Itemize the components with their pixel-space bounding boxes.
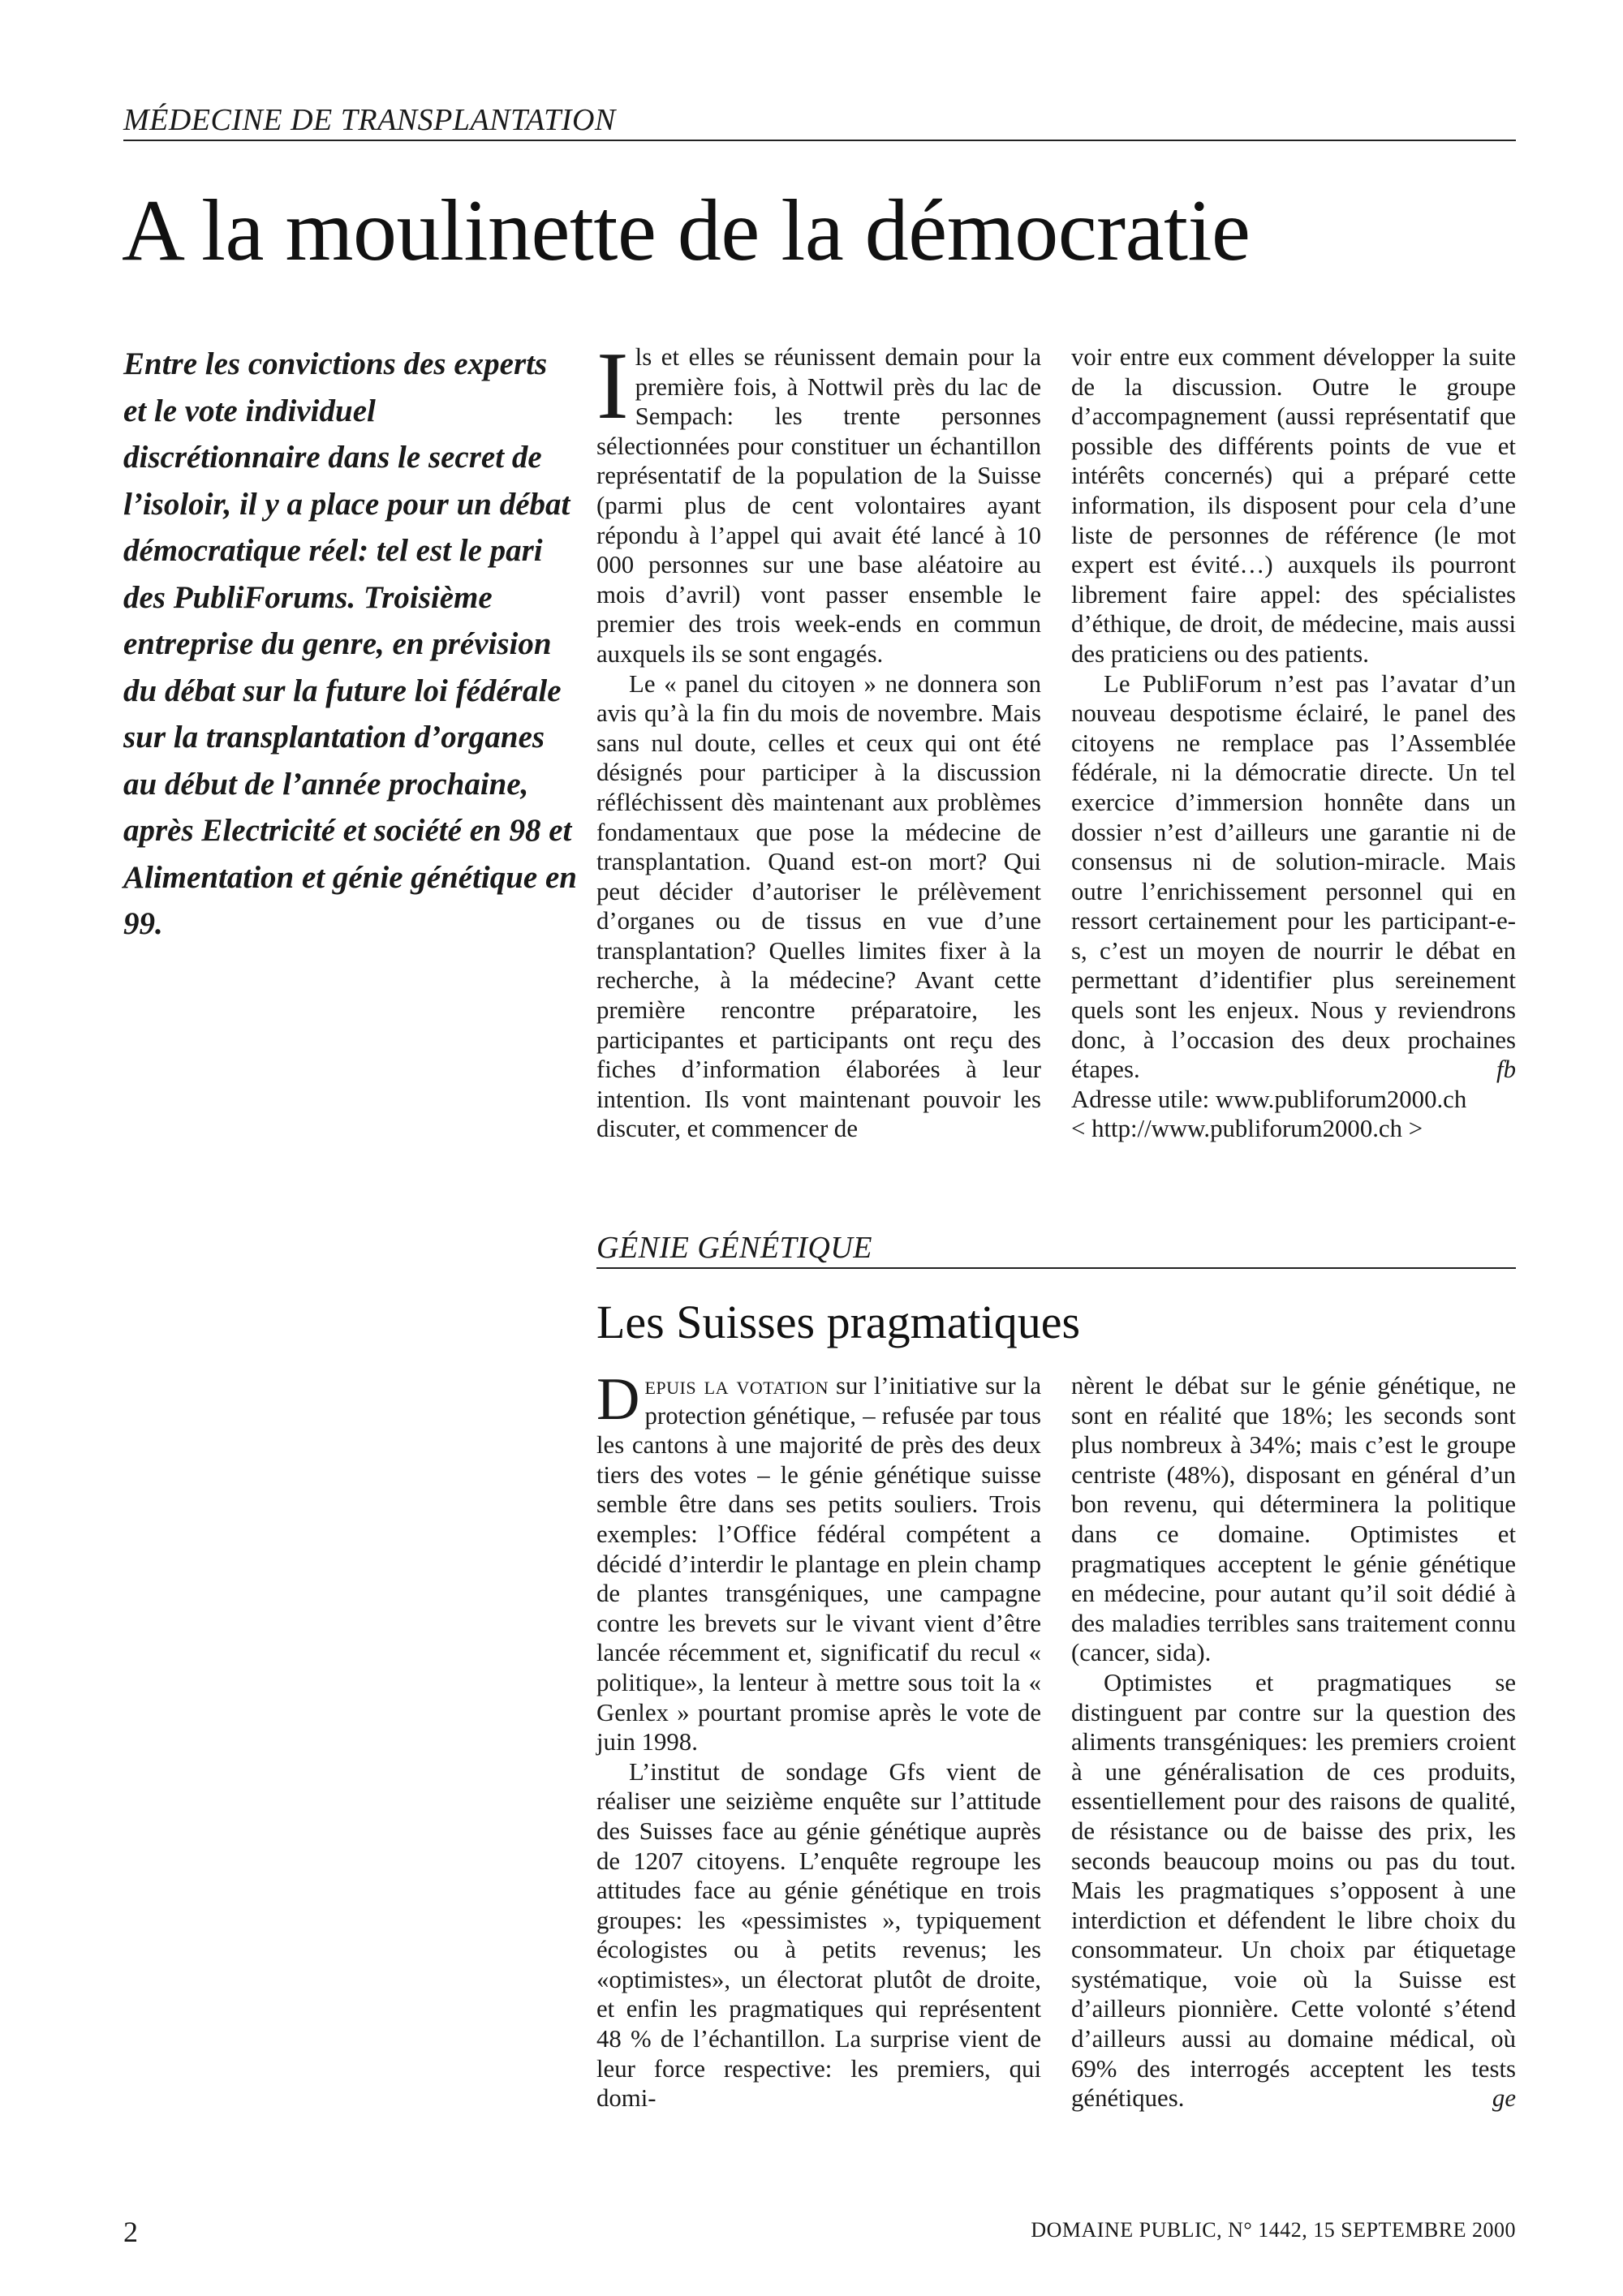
useful-address: Adresse utile: www.publiforum2000.ch < http://www.publiforum2000.ch > [1071,1085,1467,1143]
article2-paragraph-3: Optimistes et pragmatiques se distinguent par contre sur la question des aliments transgéniques: les premiers croient à une généralisation de ces produits, essentiellement pour des raisons de qualité, de résistance ou de baisse des prix, les seconds beaucoup moins ou pas du tout. Mais les pragmatiques s’opposent à une interdiction et défendent le libre choix du consommateur. Un choix par étiquetage systématique, voie où la Suisse est d’ailleurs pionnière. Cette volonté s’étend d’ailleurs aussi au domaine médical, où 69% des interrogés acceptent les tests génétiques. ge [1071,1668,1516,2113]
article2-headline: Les Suisses pragmatiques [596,1296,1081,1348]
article1-paragraph-2-continued: voir entre eux comment développer la suite de la discussion. Outre le groupe d’accompagnement (aussi représentatif que possible des différents points de vue et intérêts concernés) qui a préparé cette information, ils disposent pour cela d’une liste de personnes de référence (le mot expert est évité…) auxquels ils pourront librement faire appel: des spécialistes d’éthique, de droit, de médecine, mais aussi des praticiens ou des patients. [1071,343,1516,668]
article1-column-2 [1071,342,1516,1144]
article1-paragraph-2: Le « panel du citoyen » ne donnera son avis qu’à la fin du mois de novembre. Mais sans nul doute, celles et ceux qui ont été désignés pour participer à la discussion réfléchissent dès maintenant aux problèmes fondamentaux que pose la médecine de transplantation. Quand est-on mort? Qui peut décider d’autoriser le prélèvement d’organes ou de tissus en vue d’une transplantation? Quelles limites fixer à la recherche, à la médecine? Avant cette première rencontre préparatoire, les participantes et participants ont reçu des fiches d’information élaborées à leur intention. Ils vont maintenant pouvoir les discuter, et commencer de [596,669,1041,1143]
article2-column-2 [1071,1371,1516,2113]
author-signature: ge [1492,2084,1516,2113]
author-signature: fb [1496,1056,1516,1084]
drop-cap: D [596,1366,640,1433]
article1-column-1 [596,332,1041,1144]
article1-paragraph-1: Ils et elles se réunissent demain pour la première fois, à Nottwil près du lac de Sempach: les trente personnes sélectionnées pour constituer un échantillon représentatif de la population de la Suisse (parmi plus de cent volontaires ayant répondu à l’appel qui avait été lancé à 10 000 personnes sur une base aléatoire au mois d’avril) vont passer ensemble le premier des trois week-ends en commun auxquels ils se sont engagés. [596,332,1041,668]
page-number: 2 [123,2216,138,2248]
article2-paragraph-2: L’institut de sondage Gfs vient de réaliser une seizième enquête sur l’attitude des Suisses face au génie génétique auprès de 1207 citoyens. L’enquête regroupe les attitudes face au génie génétique en trois groupes: les «pessimistes », typiquement écologistes ou à petits revenus; les «optimistes», un électorat plutôt de droite, et enfin les pragmatiques qui représentent 48 % de l’échantillon. La surprise vient de leur force respective: les premiers, qui domi- [596,1757,1041,2113]
drop-cap: I [596,332,629,439]
article-headline: A la moulinette de la démocratie [122,183,1251,279]
article2-paragraph-1: Depuis la votation sur l’initiative sur la protection génétique, – refusée par tous les cantons à une majorité de près des deux tiers des votes – le génie génétique suisse semble être dans ses petits souliers. Trois exemples: l’Office fédéral compétent a décidé d’interdir le plantage en plein champ de plantes transgéniques, une campagne contre les brevets sur le vivant vient d’être lancée récemment et, significatif du recul « politique», la lenteur à mettre sous toit la « Genlex » pourtant promise après le vote de juin 1998. [596,1366,1041,1756]
article-lede: Entre les convictions des experts et le vote individuel discrétionnaire dans le secret de l’isoloir, il y a place pour un débat démocratique réel: tel est le pari des PubliForums. Troisième entreprise du genre, en prévision du débat sur la future loi fédérale sur la transplantation d’organes au début de l’année prochaine, après Electricité et société en 98 et Alimentation et génie génétique en 99. [123,346,577,941]
article1-paragraph-3: Le PubliForum n’est pas l’avatar d’un nouveau despotisme éclairé, le panel des citoyens ne remplace pas l’Assemblée fédérale, ni la démocratie directe. Un tel exercice d’immersion honnête dans un dossier n’est d’ailleurs une garantie ni de consensus ni de solution-miracle. Mais outre l’enrichissement personnel qui en ressort certainement pour les participant-e-s, c’est un moyen de nourrir le débat en permettant d’identifier plus sereinement quels sont les enjeux. Nous y reviendrons donc, à l’occasion des deux prochaines étapes. fb [1071,669,1516,1084]
section-kicker-genie-genetique: GÉNIE GÉNÉTIQUE [596,1232,1516,1269]
article2-column-1 [596,1366,1041,2113]
article2-paragraph-2-continued: nèrent le débat sur le génie génétique, ne sont en réalité que 18%; les seconds sont plus nombreux à 34%; mais c’est le groupe centriste (48%), disposant en général d’un bon revenu, qui déterminera la politique dans ce domaine. Optimistes et pragmatiques acceptent le génie génétique en médecine, pour autant qu’il soit dédié à des maladies terribles sans traitement connu (cancer, sida). [1071,1372,1516,1667]
publication-footer: DOMAINE PUBLIC, N° 1442, 15 SEPTEMBRE 2000 [1031,2218,1516,2242]
section-kicker-transplantation: MÉDECINE DE TRANSPLANTATION [123,104,1516,141]
